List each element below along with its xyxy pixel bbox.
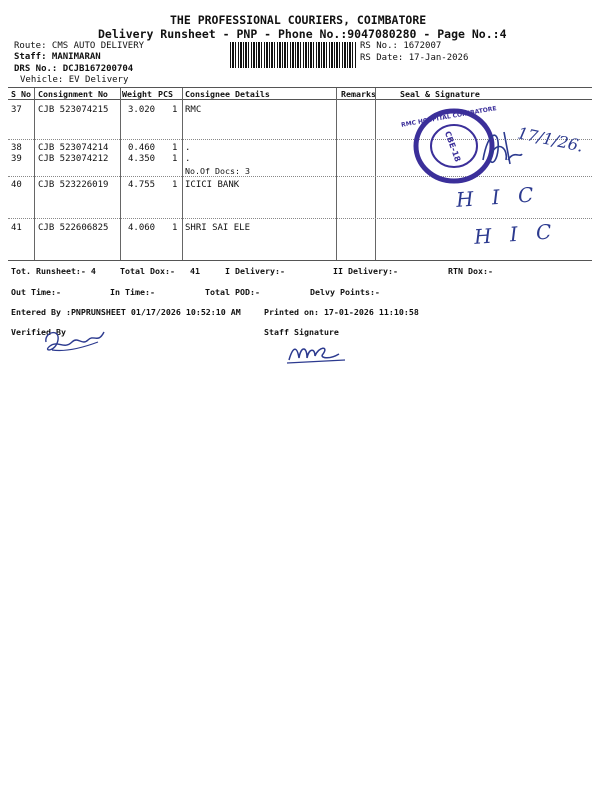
row-weight: 4.755	[128, 180, 156, 190]
entered-by: Entered By :PNPRUNSHEET 01/17/2026 10:52:10 AM	[11, 307, 241, 317]
col-divider	[336, 88, 337, 260]
runsheet-subtitle: Delivery Runsheet - PNP - Phone No.:9047080280 - Page No.:4	[98, 27, 507, 41]
i-delivery: I Delivery:-	[225, 266, 285, 276]
row-pcs: 1	[172, 223, 178, 233]
handwritten-date: 17/1/26.	[515, 123, 586, 156]
table-header-rule	[8, 99, 592, 100]
col-seal: Seal & Signature	[400, 89, 480, 99]
stamp-center-text: CBE-18	[442, 129, 463, 164]
row-divider	[8, 218, 592, 219]
row-consignee: ICICI BANK	[185, 180, 240, 190]
col-weight: Weight	[122, 89, 152, 99]
row-pcs: 1	[172, 180, 178, 190]
company-title: THE PROFESSIONAL COURIERS, COIMBATORE	[170, 13, 427, 27]
row-consignment: CJB 522606825	[38, 223, 109, 233]
row-pcs: 1	[172, 154, 178, 164]
row-pcs: 1	[172, 143, 178, 153]
rtn-dox: RTN Dox:-	[448, 266, 493, 276]
row-weight: 4.060	[128, 223, 156, 233]
handwritten-mark-row41: H I C	[473, 219, 559, 249]
col-divider	[375, 88, 376, 260]
row-sno: 41	[11, 223, 22, 233]
total-dox-value: 41	[190, 266, 200, 276]
drs-number: DRS No.: DCJB167200704	[14, 64, 134, 74]
table-bottom-rule	[8, 260, 592, 261]
row-sno: 38	[11, 143, 22, 153]
vehicle-text: Vehicle: EV Delivery	[20, 75, 129, 85]
handwritten-mark-row40: H I C	[455, 182, 541, 212]
row-consignment: CJB 523074215	[38, 105, 109, 115]
barcode	[230, 42, 356, 68]
row-sno: 40	[11, 180, 22, 190]
row-consignment: CJB 523074214	[38, 143, 109, 153]
table-top-rule	[8, 87, 592, 88]
staff-text: Staff: MANIMARAN	[14, 52, 101, 62]
staff-signature-label: Staff Signature	[264, 327, 339, 337]
in-time: In Time:-	[110, 287, 155, 297]
delvy-points: Delvy Points:-	[310, 287, 380, 297]
col-divider	[34, 88, 35, 260]
tot-runsheet: Tot. Runsheet:- 4	[11, 266, 96, 276]
rs-date: RS Date: 17-Jan-2026	[360, 53, 469, 63]
col-pcs: PCS	[158, 89, 173, 99]
total-dox-label: Total Dox:-	[120, 266, 175, 276]
col-remarks: Remarks	[341, 89, 376, 99]
row-weight: 4.350	[128, 154, 156, 164]
printed-on: Printed on: 17-01-2026 11:10:58	[264, 307, 419, 317]
verified-by: Verified By	[11, 327, 66, 337]
row-sno: 37	[11, 105, 22, 115]
col-divider	[182, 88, 183, 260]
ii-delivery: II Delivery:-	[333, 266, 398, 276]
col-divider	[120, 88, 121, 260]
row-consignment: CJB 523226019	[38, 180, 109, 190]
docs-count: No.Of Docs: 3	[185, 166, 250, 176]
col-sno: S No	[11, 89, 31, 99]
row-pcs: 1	[172, 105, 178, 115]
row-consignee: SHRI SAI ELE	[185, 223, 251, 233]
row-consignee: .	[185, 143, 191, 153]
row-consignee: RMC	[185, 105, 202, 115]
staff-signature	[285, 338, 355, 366]
total-pod: Total POD:-	[205, 287, 260, 297]
row-weight: 3.020	[128, 105, 156, 115]
col-consignment: Consignment No	[38, 89, 108, 99]
verified-signature	[42, 322, 114, 358]
route-text: Route: CMS AUTO DELIVERY	[14, 41, 145, 51]
row-sno: 39	[11, 154, 22, 164]
rs-number: RS No.: 1672007	[360, 41, 442, 51]
row-consignee: .	[185, 154, 191, 164]
out-time: Out Time:-	[11, 287, 61, 297]
row-consignment: CJB 523074212	[38, 154, 109, 164]
stamp-ring-text: RMC HOSPITAL COIMBATORE	[400, 105, 498, 129]
row-weight: 0.460	[128, 143, 156, 153]
col-consignee: Consignee Details	[185, 89, 270, 99]
